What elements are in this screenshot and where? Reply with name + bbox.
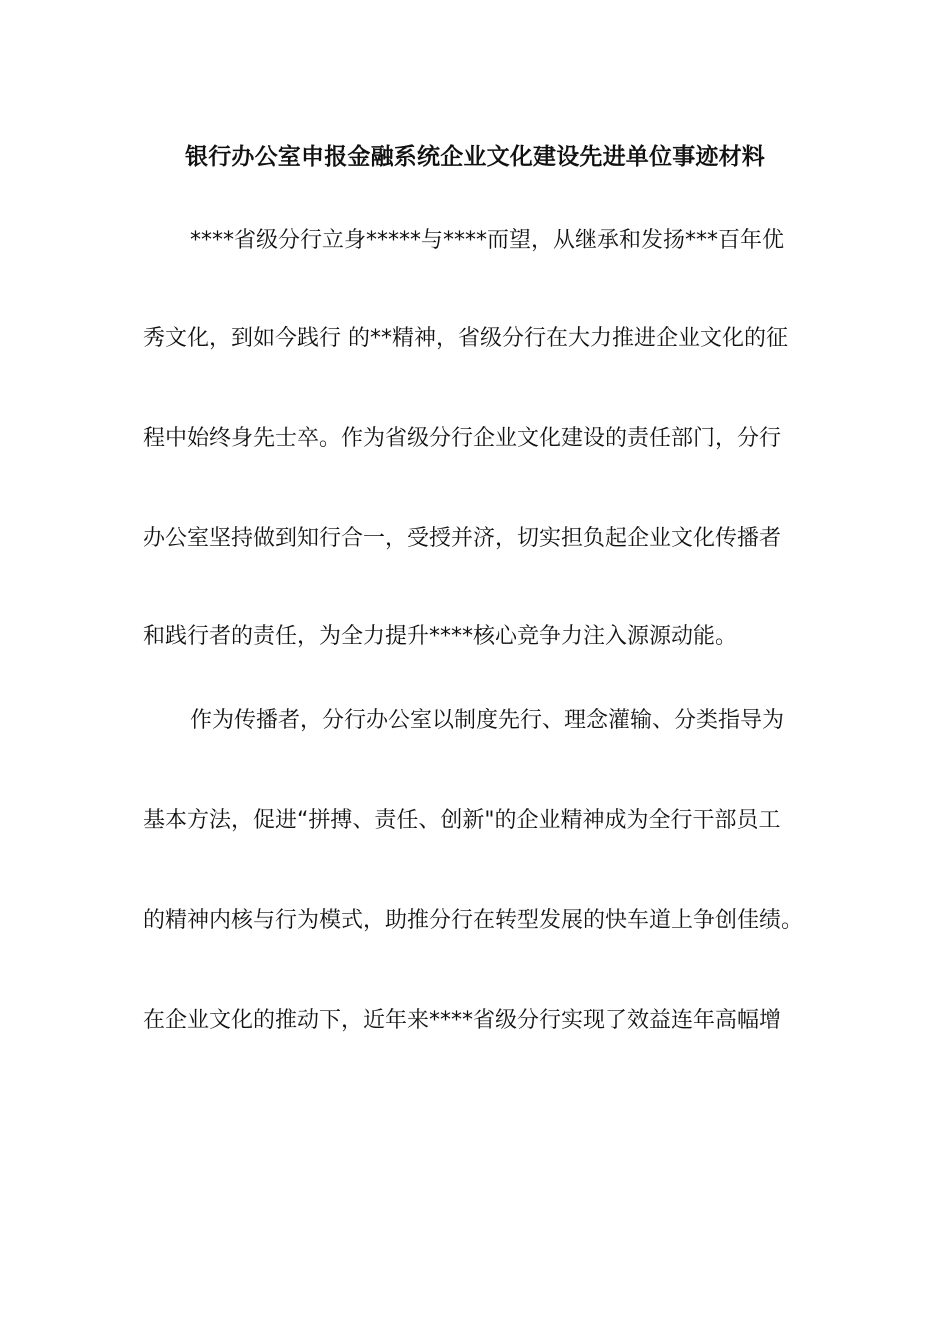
paragraph-line: 的精神内核与行为模式，助推分行在转型发展的快车道上争创佳绩。: [143, 908, 804, 933]
paragraph-line: 在企业文化的推动下，近年来****省级分行实现了效益连年高幅增: [143, 1008, 782, 1033]
paragraph-line: 和践行者的责任，为全力提升****核心竞争力注入源源动能。: [143, 624, 738, 649]
paragraph-line: 作为传播者，分行办公室以制度先行、理念灌输、分类指导为: [190, 708, 785, 733]
paragraph-line: 秀文化，到如今践行 的**精神，省级分行在大力推进企业文化的征: [143, 326, 788, 351]
paragraph-line: 办公室坚持做到知行合一，受授并济，切实担负起企业文化传播者: [143, 526, 782, 551]
paragraph-line: ****省级分行立身*****与****而望，从继承和发扬***百年优: [190, 228, 785, 253]
paragraph-line: 基本方法，促进“拼搏、责任、创新"的企业精神成为全行干部员工: [143, 808, 781, 833]
document-title: 银行办公室申报金融系统企业文化建设先进单位事迹材料: [185, 144, 765, 170]
paragraph-line: 程中始终身先士卒。作为省级分行企业文化建设的责任部门，分行: [143, 426, 782, 451]
